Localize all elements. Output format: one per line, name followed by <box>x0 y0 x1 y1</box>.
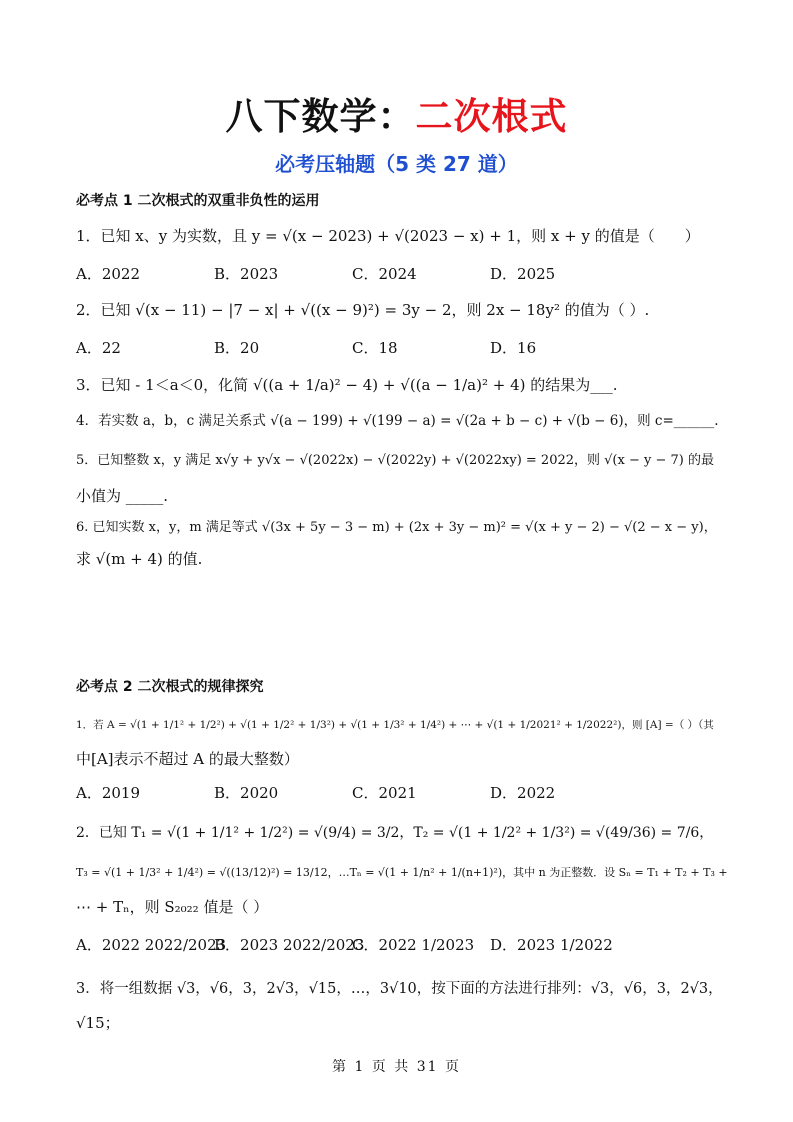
s2-q1-option-c: C．2021 <box>352 784 417 802</box>
page-footer: 第 1 页 共 31 页 <box>332 1059 461 1075</box>
s2-question-2-line-2: T₃ = √(1 + 1/3² + 1/4²) = √((13/12)²) = 13/12，…Tₙ = √(1 + 1/n² + 1/(n+1)²)，其中 n 为正整数．设 Sₙ = T₁ + T₂ + T₃ + <box>76 866 728 879</box>
s2-question-2-line-1: 2．已知 T₁ = √(1 + 1/1² + 1/2²) = √(9/4) = 3/2，T₂ = √(1 + 1/2² + 1/3²) = √(49/36) = 7/6， <box>76 825 714 841</box>
s1-question-3: 3．已知 - 1＜a＜0，化简 √((a + 1/a)² − 4) + √((a − 1/a)² + 4) 的结果为___. <box>76 376 618 394</box>
s1-question-4: 4．若实数 a，b，c 满足关系式 √(a − 199) + √(199 − a) = √(2a + b − c) + √(b − 6)，则 c=______. <box>76 413 719 429</box>
s2-q1-option-a: A．2019 <box>76 784 141 802</box>
s1-q1-option-a: A．2022 <box>76 265 141 283</box>
s2-question-3-line-1: 3．将一组数据 √3，√6，3，2√3，√15，…，3√10，按下面的方法进行排列：√3，√6，3，2√3， <box>76 981 723 997</box>
page-subtitle: 必考压轴题（5 类 27 道） <box>275 152 518 176</box>
section-1-heading: 必考点 1 二次根式的双重非负性的运用 <box>76 193 320 209</box>
s1-question-2: 2．已知 √(x − 11) − |7 − x| + √((x − 9)²) = 3y − 2，则 2x − 18y² 的值为（ ）. <box>76 301 650 319</box>
s2-q1-option-d: D．2022 <box>490 784 556 802</box>
s2-q2-option-c: C．2022 1/2023 <box>352 936 475 954</box>
s1-question-6-line-2: 求 √(m + 4) 的值. <box>76 550 203 568</box>
s1-question-1: 1．已知 x、y 为实数，且 y = √(x − 2023) + √(2023 − x) + 1，则 x + y 的值是（ ） <box>76 227 700 245</box>
s1-q1-option-c: C．2024 <box>352 265 417 283</box>
s2-question-1-line-2: 中[A]表示不超过 A 的最大整数） <box>76 750 299 768</box>
page-title <box>0 86 793 140</box>
s2-question-3-line-2: √15； <box>76 1014 120 1032</box>
title-prefix: 八下数学： <box>225 95 416 138</box>
s1-question-6-line-1: 6. 已知实数 x，y，m 满足等式 √(3x + 5y − 3 − m) + (2x + 3y − m)² = √(x + y − 2) − √(2 − x − y)， <box>76 520 717 535</box>
s2-q1-option-b: B．2020 <box>214 784 279 802</box>
s1-q2-option-c: C．18 <box>352 339 398 357</box>
s1-q1-option-d: D．2025 <box>490 265 556 283</box>
s1-q1-option-b: B．2023 <box>214 265 279 283</box>
s2-q2-option-d: D．2023 1/2022 <box>490 936 613 954</box>
s2-question-1-line-1: 1．若 A = √(1 + 1/1² + 1/2²) + √(1 + 1/2² + 1/3²) + √(1 + 1/3² + 1/4²) + ⋯ + √(1 + 1/2021² + 1/2022²)，则 [A] =（ ）（其 <box>76 719 714 731</box>
s2-q2-option-b: B．2023 2022/2023 <box>214 936 365 954</box>
s1-question-5-line-2: 小值为 _____. <box>76 487 169 505</box>
s1-q2-option-a: A．22 <box>76 339 121 357</box>
s2-question-2-line-3: ⋯ + Tₙ，则 S₂₀₂₂ 值是（ ） <box>76 898 269 916</box>
s1-question-5-line-1: 5．已知整数 x，y 满足 x√y + y√x − √(2022x) − √(2022y) + √(2022xy) = 2022，则 √(x − y − 7) 的最 <box>76 453 714 468</box>
s2-q2-option-a: A．2022 2022/2023 <box>76 936 227 954</box>
s1-q2-option-b: B．20 <box>214 339 260 357</box>
section-2-heading: 必考点 2 二次根式的规律探究 <box>76 679 264 695</box>
s1-q2-option-d: D．16 <box>490 339 537 357</box>
title-topic: 二次根式 <box>415 95 568 138</box>
